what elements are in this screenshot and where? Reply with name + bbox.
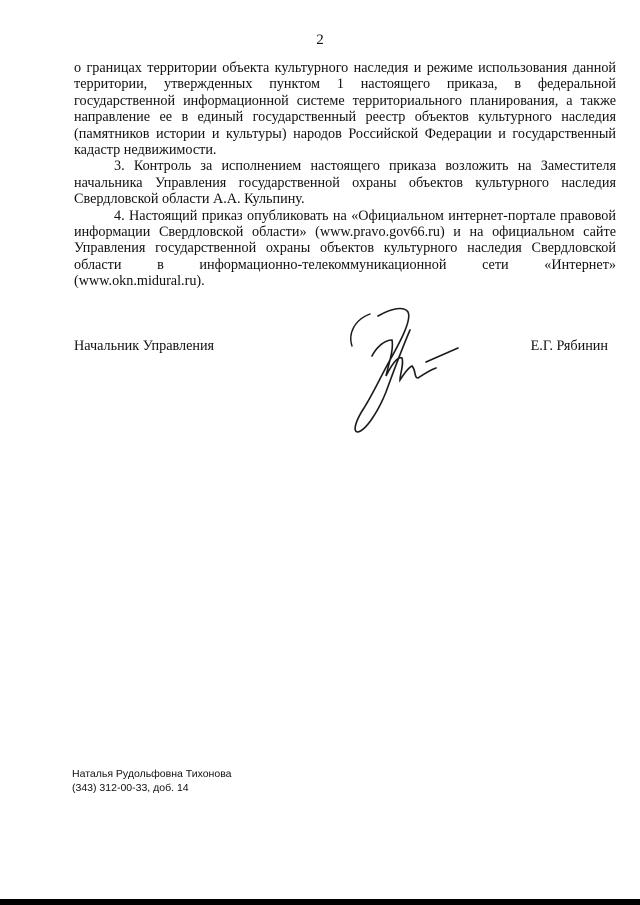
contact-phone: (343) 312-00-33, доб. 14 [72, 782, 189, 794]
paragraph-continuation: о границах территории объекта культурного наследия и режиме использования данной территории, утвержденных пунктом 1 настоящего приказа, в федеральной государственной информационной системе территориального планирования, а также направление ее в единый государственный реестр объектов культурного наследия (памятников истории и культуры) народов Российской Федерации и государственный кадастр недвижимости. [74, 60, 616, 159]
paragraph-item-3: 3. Контроль за исполнением настоящего приказа возложить на Заместителя начальника Управления государственной охраны объектов культурного наследия Свердловской области А.А. Кульпину. [74, 158, 616, 208]
handwritten-signature [334, 304, 464, 436]
page-number: 2 [316, 32, 324, 48]
contact-block [72, 767, 232, 795]
signatory-title: Начальник Управления [74, 338, 215, 354]
paragraph-item-4: 4. Настоящий приказ опубликовать на «Официальном интернет-портале правовой информации Свердловской области» (www.pravo.gov66.ru) и на официальном сайте Управления государственной охраны объектов культурного наследия Свердловской области в информационно-телекоммуникационной сети «Интернет» (www.okn.midural.ru). [74, 207, 616, 290]
contact-person: Наталья Рудольфовна Тихонова [72, 768, 232, 780]
document-body [74, 60, 616, 290]
signatory-name: Е.Г. Рябинин [530, 338, 608, 354]
scan-border [0, 899, 640, 905]
